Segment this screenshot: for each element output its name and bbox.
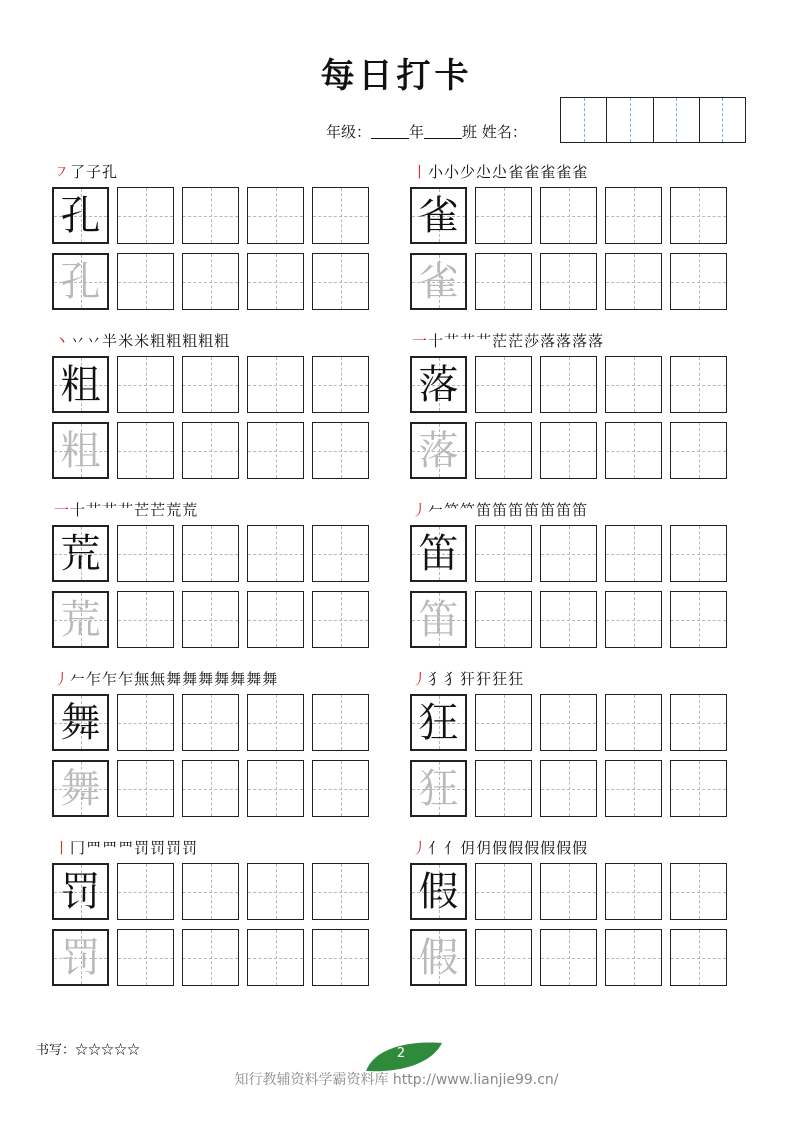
stroke-step: 丷	[70, 332, 87, 350]
stroke-sequence	[412, 498, 588, 522]
stroke-step: 落	[572, 332, 589, 350]
model-cell[interactable]	[52, 694, 109, 751]
character-block	[410, 160, 740, 320]
stroke-step: 犭	[444, 670, 461, 688]
stroke-step: 笛	[476, 501, 493, 519]
writing-cell[interactable]	[312, 525, 369, 582]
stroke-step: 芒	[150, 501, 167, 519]
stroke-step: 丷	[86, 332, 103, 350]
stroke-step: 荒	[182, 501, 199, 519]
stroke-step: 小	[444, 163, 461, 181]
name-cell[interactable]	[700, 98, 745, 142]
stroke-step: 罚	[182, 839, 199, 857]
stroke-step: 雀	[572, 163, 589, 181]
stroke-step: 落	[588, 332, 605, 350]
writing-cell[interactable]	[312, 422, 369, 479]
writing-cell[interactable]	[475, 591, 532, 648]
model-cell[interactable]	[52, 525, 109, 582]
stroke-step: 粗	[150, 332, 167, 350]
writing-cell[interactable]	[312, 187, 369, 244]
writing-rating	[36, 1041, 140, 1061]
trace-row	[52, 253, 377, 310]
trace-row	[410, 760, 735, 817]
writing-cell[interactable]	[117, 356, 174, 413]
model-character: 狂	[418, 700, 459, 746]
stroke-step: 十	[428, 332, 445, 350]
trace-cell[interactable]	[52, 591, 109, 648]
stroke-step: 粗	[214, 332, 231, 350]
stroke-step: 罒	[86, 839, 103, 857]
writing-cell[interactable]	[475, 253, 532, 310]
trace-row	[410, 929, 735, 986]
stroke-step: 了	[70, 163, 87, 181]
stroke-step: 假	[556, 839, 573, 857]
writing-cell[interactable]	[540, 863, 597, 920]
writing-cell[interactable]	[247, 253, 304, 310]
writing-cell[interactable]	[182, 760, 239, 817]
model-cell[interactable]	[410, 525, 467, 582]
stroke-step: 無	[150, 670, 167, 688]
stroke-step: 丿	[412, 670, 429, 688]
trace-row	[52, 760, 377, 817]
character-block	[410, 498, 740, 658]
writing-cell[interactable]	[605, 863, 662, 920]
stroke-step: 笛	[524, 501, 541, 519]
writing-cell[interactable]	[182, 863, 239, 920]
stroke-step: 茫	[508, 332, 525, 350]
writing-cell[interactable]	[670, 253, 727, 310]
character-block	[52, 329, 382, 489]
writing-cell[interactable]	[247, 591, 304, 648]
writing-cell[interactable]	[475, 525, 532, 582]
stroke-step: 半	[102, 332, 119, 350]
stroke-step: 笛	[540, 501, 557, 519]
writing-cell[interactable]	[670, 760, 727, 817]
class-blank[interactable]	[424, 122, 462, 139]
stroke-step: 笛	[492, 501, 509, 519]
character-block	[410, 667, 740, 827]
watermark-text: 知行教辅资料学霸资料库 http://www.lianjie99.cn/	[234, 1072, 559, 1088]
stroke-step: 落	[556, 332, 573, 350]
trace-character: 笛	[418, 597, 459, 643]
grade-blank[interactable]	[371, 122, 409, 139]
stroke-step: 笛	[508, 501, 525, 519]
writing-cell[interactable]	[475, 694, 532, 751]
trace-row	[410, 253, 735, 310]
model-row	[410, 356, 735, 413]
stroke-step: 十	[70, 501, 87, 519]
writing-cell[interactable]	[117, 694, 174, 751]
writing-cell[interactable]	[670, 694, 727, 751]
writing-cell[interactable]	[247, 356, 304, 413]
writing-cell[interactable]	[670, 187, 727, 244]
writing-cell[interactable]	[182, 253, 239, 310]
stroke-step: 少	[460, 163, 477, 181]
trace-row	[52, 591, 377, 648]
rating-label: 书写：	[36, 1043, 76, 1058]
model-row	[410, 694, 735, 751]
model-cell[interactable]	[410, 187, 467, 244]
stroke-step: 仴	[460, 839, 477, 857]
writing-cell[interactable]	[670, 591, 727, 648]
model-character: 罚	[60, 869, 101, 915]
trace-cell[interactable]	[410, 760, 467, 817]
name-label: 姓名：	[481, 123, 527, 141]
stroke-step: 乍	[102, 670, 119, 688]
writing-cell[interactable]	[247, 760, 304, 817]
writing-cell[interactable]	[540, 591, 597, 648]
stroke-sequence	[412, 329, 604, 353]
model-row	[52, 694, 377, 751]
model-row	[410, 525, 735, 582]
stroke-step: 冂	[70, 839, 87, 857]
model-character: 孔	[60, 193, 101, 239]
model-row	[52, 525, 377, 582]
stroke-step: 艹	[476, 332, 493, 350]
writing-cell[interactable]	[475, 929, 532, 986]
stroke-step: 亻	[428, 839, 445, 857]
writing-cell[interactable]	[247, 525, 304, 582]
stroke-step: 狂	[508, 670, 525, 688]
year-label: 年	[409, 123, 425, 141]
trace-character: 粗	[60, 428, 101, 474]
writing-cell[interactable]	[540, 694, 597, 751]
stroke-step: 雀	[508, 163, 525, 181]
page-number: 2	[396, 1046, 406, 1061]
stroke-step: 茫	[492, 332, 509, 350]
trace-row	[410, 422, 735, 479]
stroke-step: 粗	[182, 332, 199, 350]
writing-cell[interactable]	[475, 187, 532, 244]
stroke-step: 小	[428, 163, 445, 181]
trace-cell[interactable]	[52, 253, 109, 310]
name-cell[interactable]	[654, 98, 700, 142]
stroke-step: 亻	[444, 839, 461, 857]
character-block	[52, 498, 382, 658]
writing-cell[interactable]	[182, 187, 239, 244]
writing-cell[interactable]	[117, 187, 174, 244]
stroke-step: 乍	[118, 670, 135, 688]
stroke-step: 舞	[230, 670, 247, 688]
stroke-step: 假	[572, 839, 589, 857]
stroke-step: 艹	[102, 501, 119, 519]
stroke-step: 丨	[54, 839, 71, 857]
stroke-step: 罚	[134, 839, 151, 857]
writing-cell[interactable]	[540, 422, 597, 479]
stroke-step: 笛	[572, 501, 589, 519]
rating-stars[interactable]: ☆☆☆☆☆	[75, 1043, 141, 1058]
stroke-step: 狂	[492, 670, 509, 688]
stroke-step: 粗	[198, 332, 215, 350]
stroke-step: 𠂉	[428, 501, 445, 519]
stroke-sequence	[54, 667, 278, 691]
trace-cell[interactable]	[52, 422, 109, 479]
writing-cell[interactable]	[312, 253, 369, 310]
writing-cell[interactable]	[312, 760, 369, 817]
writing-cell[interactable]	[475, 356, 532, 413]
character-block	[52, 667, 382, 827]
name-writing-grid[interactable]	[560, 97, 746, 143]
stroke-step: 罚	[150, 839, 167, 857]
stroke-step: 荒	[166, 501, 183, 519]
writing-cell[interactable]	[475, 422, 532, 479]
writing-cell[interactable]	[605, 760, 662, 817]
stroke-step: 舞	[182, 670, 199, 688]
writing-cell[interactable]	[312, 591, 369, 648]
writing-cell[interactable]	[182, 356, 239, 413]
stroke-step: 犭	[428, 670, 445, 688]
writing-cell[interactable]	[117, 525, 174, 582]
writing-cell[interactable]	[605, 929, 662, 986]
writing-cell[interactable]	[605, 253, 662, 310]
trace-character: 荒	[60, 597, 101, 643]
stroke-step: 一	[412, 332, 429, 350]
trace-character: 落	[418, 428, 459, 474]
stroke-step: 𠂉	[70, 670, 87, 688]
writing-cell[interactable]	[540, 187, 597, 244]
character-block	[410, 836, 740, 996]
model-character: 粗	[60, 362, 101, 408]
stroke-step: 舞	[246, 670, 263, 688]
stroke-step: 丿	[412, 839, 429, 857]
stroke-step: 𥫗	[460, 501, 477, 519]
stroke-step: 艹	[444, 332, 461, 350]
page-title: 每日打卡	[320, 56, 473, 96]
model-row	[410, 187, 735, 244]
stroke-step: 舞	[262, 670, 279, 688]
stroke-step: 落	[540, 332, 557, 350]
stroke-step: 笛	[556, 501, 573, 519]
writing-cell[interactable]	[540, 356, 597, 413]
model-row	[52, 863, 377, 920]
stroke-step: 莎	[524, 332, 541, 350]
writing-cell[interactable]	[312, 694, 369, 751]
stroke-sequence	[412, 160, 588, 184]
model-cell[interactable]	[52, 356, 109, 413]
class-label: 班	[462, 123, 478, 141]
writing-cell[interactable]	[670, 929, 727, 986]
stroke-sequence	[54, 329, 230, 353]
trace-character: 假	[418, 935, 459, 981]
stroke-step: ㇇	[54, 163, 71, 181]
stroke-step: 罚	[166, 839, 183, 857]
writing-cell[interactable]	[605, 525, 662, 582]
trace-cell[interactable]	[410, 253, 467, 310]
writing-cell[interactable]	[312, 356, 369, 413]
stroke-step: 艹	[460, 332, 477, 350]
writing-cell[interactable]	[247, 863, 304, 920]
stroke-step: 丨	[412, 163, 429, 181]
writing-cell[interactable]	[540, 253, 597, 310]
stroke-sequence	[54, 160, 118, 184]
stroke-step: 子	[86, 163, 103, 181]
writing-cell[interactable]	[605, 591, 662, 648]
writing-cell[interactable]	[247, 187, 304, 244]
stroke-step: 罒	[102, 839, 119, 857]
trace-character: 狂	[418, 766, 459, 812]
stroke-step: 丿	[54, 670, 71, 688]
stroke-sequence	[412, 667, 524, 691]
writing-cell[interactable]	[312, 929, 369, 986]
stroke-step: 米	[118, 332, 135, 350]
writing-cell[interactable]	[670, 356, 727, 413]
trace-row	[52, 929, 377, 986]
trace-cell[interactable]	[52, 929, 109, 986]
stroke-step: 犴	[460, 670, 477, 688]
model-row	[410, 863, 735, 920]
writing-cell[interactable]	[605, 187, 662, 244]
stroke-step: 艹	[86, 501, 103, 519]
model-cell[interactable]	[410, 694, 467, 751]
writing-cell[interactable]	[182, 422, 239, 479]
model-character: 笛	[418, 531, 459, 577]
stroke-step: 舞	[166, 670, 183, 688]
writing-cell[interactable]	[117, 760, 174, 817]
trace-character: 罚	[60, 935, 101, 981]
writing-cell[interactable]	[182, 694, 239, 751]
model-character: 假	[418, 869, 459, 915]
writing-cell[interactable]	[540, 929, 597, 986]
stroke-step: 丶	[54, 332, 71, 350]
model-cell[interactable]	[410, 356, 467, 413]
writing-cell[interactable]	[605, 356, 662, 413]
stroke-sequence	[54, 498, 198, 522]
stroke-sequence	[412, 836, 588, 860]
student-info	[326, 120, 527, 144]
writing-cell[interactable]	[247, 694, 304, 751]
trace-character: 舞	[60, 766, 101, 812]
trace-cell[interactable]	[410, 591, 467, 648]
writing-cell[interactable]	[247, 929, 304, 986]
model-character: 落	[418, 362, 459, 408]
trace-cell[interactable]	[410, 929, 467, 986]
stroke-step: 一	[54, 501, 71, 519]
stroke-step: 假	[540, 839, 557, 857]
model-cell[interactable]	[52, 863, 109, 920]
stroke-step: 假	[508, 839, 525, 857]
stroke-step: 罒	[118, 839, 135, 857]
stroke-step: 雀	[524, 163, 541, 181]
trace-cell[interactable]	[52, 760, 109, 817]
writing-cell[interactable]	[182, 525, 239, 582]
stroke-step: 丿	[412, 501, 429, 519]
writing-cell[interactable]	[475, 760, 532, 817]
stroke-step: 假	[492, 839, 509, 857]
character-block	[52, 160, 382, 320]
writing-cell[interactable]	[670, 422, 727, 479]
writing-cell[interactable]	[605, 694, 662, 751]
stroke-step: 尐	[492, 163, 509, 181]
model-row	[52, 356, 377, 413]
writing-cell[interactable]	[117, 253, 174, 310]
stroke-step: 雀	[556, 163, 573, 181]
stroke-step: 無	[134, 670, 151, 688]
grade-label: 年级：	[326, 123, 372, 141]
stroke-step: 仴	[476, 839, 493, 857]
stroke-step: 乍	[86, 670, 103, 688]
writing-cell[interactable]	[670, 525, 727, 582]
stroke-step: 雀	[540, 163, 557, 181]
stroke-step: 尐	[476, 163, 493, 181]
stroke-step: 粗	[166, 332, 183, 350]
writing-cell[interactable]	[247, 422, 304, 479]
writing-cell[interactable]	[670, 863, 727, 920]
trace-character: 孔	[60, 259, 101, 305]
writing-cell[interactable]	[475, 863, 532, 920]
model-character: 舞	[60, 700, 101, 746]
stroke-step: 𥫗	[444, 501, 461, 519]
model-row	[52, 187, 377, 244]
writing-cell[interactable]	[117, 929, 174, 986]
trace-row	[52, 422, 377, 479]
writing-cell[interactable]	[540, 760, 597, 817]
model-character: 荒	[60, 531, 101, 577]
writing-cell[interactable]	[312, 863, 369, 920]
model-cell[interactable]	[52, 187, 109, 244]
stroke-step: 舞	[214, 670, 231, 688]
writing-cell[interactable]	[117, 422, 174, 479]
name-cell[interactable]	[561, 98, 607, 142]
stroke-sequence	[54, 836, 198, 860]
character-block	[52, 836, 382, 996]
stroke-step: 假	[524, 839, 541, 857]
writing-cell[interactable]	[117, 591, 174, 648]
character-block	[410, 329, 740, 489]
writing-cell[interactable]	[605, 422, 662, 479]
stroke-step: 犴	[476, 670, 493, 688]
stroke-step: 孔	[102, 163, 119, 181]
trace-character: 雀	[418, 259, 459, 305]
stroke-step: 艹	[118, 501, 135, 519]
writing-cell[interactable]	[182, 591, 239, 648]
model-character: 雀	[418, 193, 459, 239]
stroke-step: 芒	[134, 501, 151, 519]
writing-cell[interactable]	[117, 863, 174, 920]
name-cell[interactable]	[607, 98, 653, 142]
writing-cell[interactable]	[182, 929, 239, 986]
model-cell[interactable]	[410, 863, 467, 920]
trace-cell[interactable]	[410, 422, 467, 479]
stroke-step: 舞	[198, 670, 215, 688]
writing-cell[interactable]	[540, 525, 597, 582]
trace-row	[410, 591, 735, 648]
stroke-step: 米	[134, 332, 151, 350]
